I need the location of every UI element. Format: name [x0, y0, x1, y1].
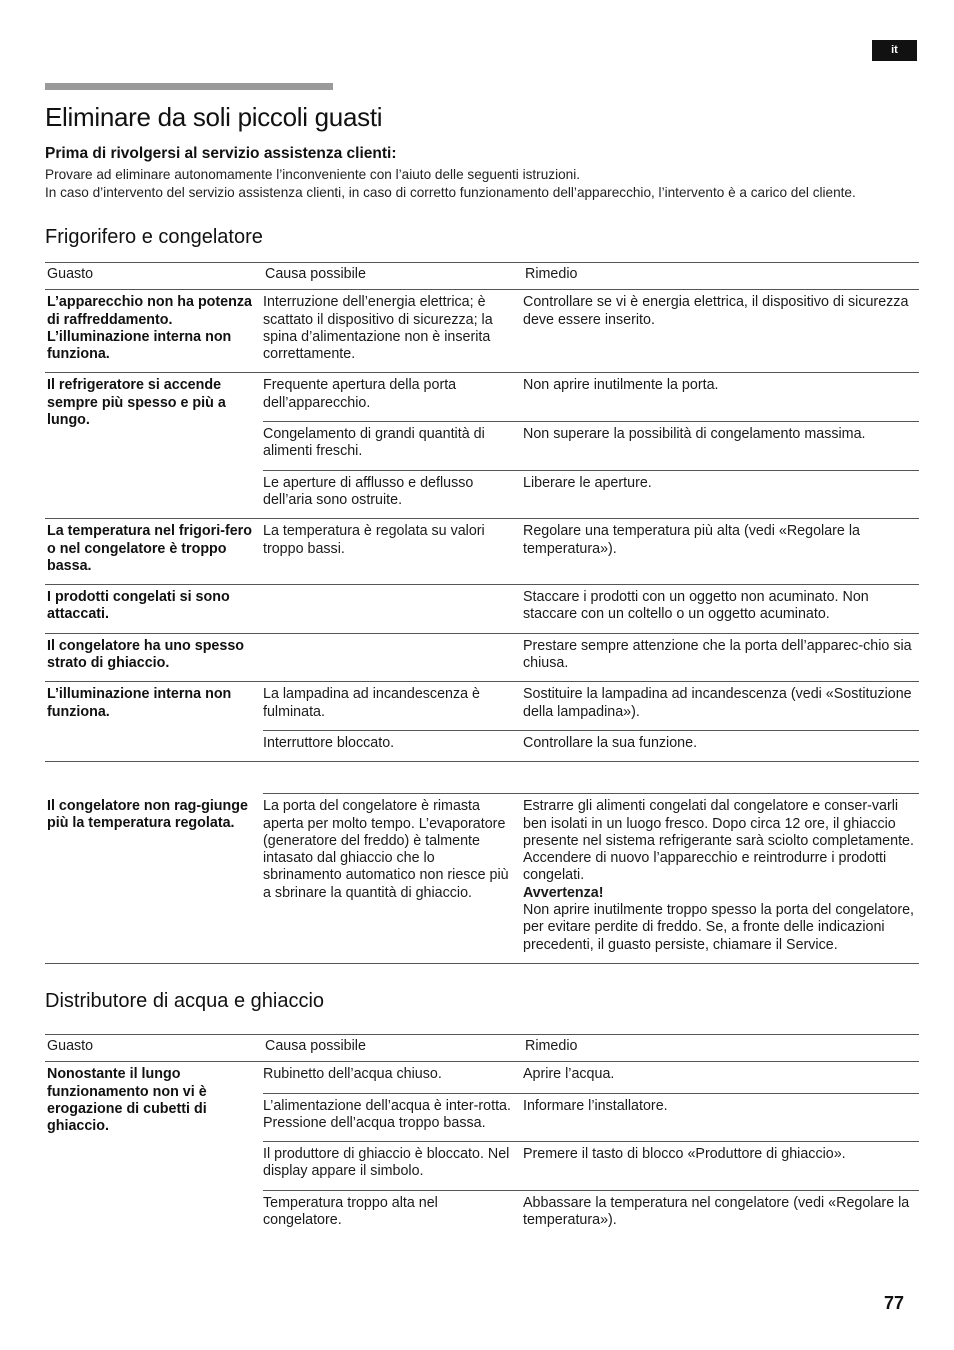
header-remedy: Rimedio: [523, 1035, 919, 1062]
cause-cell: Congelamento di grandi quantità di alimenti freschi.: [263, 422, 523, 471]
fault-cell: Nonostante il lungo funzionamento non vi è erogazione di cubetti di ghiaccio.: [47, 1066, 207, 1135]
page-number: 77: [884, 1293, 905, 1313]
fault-cell: La temperatura nel frigori-fero o nel congelatore è troppo bassa.: [45, 519, 263, 585]
table-row: [45, 633, 919, 682]
table-row: [45, 290, 919, 373]
fault-table-fridge: [45, 262, 919, 964]
remedy-cell: [523, 794, 919, 964]
fault-cell: I prodotti congelati si sono attaccati.: [45, 585, 263, 634]
spacer-cell: [263, 762, 523, 794]
remedy-cell: Regolare una temperatura più alta (vedi «Regolare la temperatura»).: [523, 519, 919, 585]
intro-line-2: In caso d’intervento del servizio assistenza clienti, in caso di corretto funzionamento dell’apparecchio, l’intervento è a carico del cliente.: [45, 184, 856, 200]
cause-cell: Il produttore di ghiaccio è bloccato. Nel display appare il simbolo.: [263, 1142, 523, 1191]
fault-cell: L’illuminazione interna non funziona.: [45, 682, 263, 762]
table-row: [45, 794, 919, 964]
cause-cell: La porta del congelatore è rimasta aperta per molto tempo. L’evaporatore (generatore del freddo) è talmente intasato dal ghiaccio che lo sbrinamento automatico non riesce più a sbrinare la quantità di ghiaccio.: [263, 794, 523, 964]
cause-cell: Interruzione dell’energia elettrica; è scattato il dispositivo di sicurezza; la spina d’alimentazione non è inserita correttamente.: [263, 290, 523, 373]
fault-cell: Il congelatore non rag-giunge più la temperatura regolata.: [45, 794, 263, 964]
remedy-cell: Premere il tasto di blocco «Produttore di ghiaccio».: [523, 1142, 919, 1191]
fault-cell: L’apparecchio non ha potenza di raffreddamento. L’illuminazione interna non funziona.: [45, 290, 263, 373]
header-fault: Guasto: [45, 263, 263, 290]
remedy-cell: Informare l’installatore.: [523, 1093, 919, 1142]
remedy-cell: Staccare i prodotti con un oggetto non acuminato. Non staccare con un coltello o un oggetto acuminato.: [523, 585, 919, 634]
table-row: [45, 682, 919, 731]
remedy-cell: Controllare se vi è energia elettrica, il dispositivo di sicurezza deve essere inserito.: [523, 290, 919, 373]
cause-cell: L’alimentazione dell’acqua è inter-rotta. Pressione dell’acqua troppo bassa.: [263, 1093, 523, 1142]
fault-table-dispenser: [45, 1034, 919, 1238]
warning-label: Avvertenza!: [523, 884, 604, 901]
intro-line-1: Provare ad eliminare autonomamente l’inconveniente con l’aiuto delle seguenti istruzioni.: [45, 167, 581, 182]
remedy-cell: Liberare le aperture.: [523, 470, 919, 519]
spacer-cell: [45, 762, 263, 794]
header-cause: Causa possibile: [263, 263, 523, 290]
table-row: [45, 585, 919, 634]
table-row: [45, 1062, 919, 1093]
table-header-row: [45, 263, 919, 290]
remedy-cell: Non superare la possibilità di congelamento massima.: [523, 422, 919, 471]
cause-cell: Temperatura troppo alta nel congelatore.: [263, 1194, 438, 1229]
cause-cell: La lampadina ad incandescenza è fulminata.: [263, 682, 523, 731]
section-title-fridge: Frigorifero e congelatore: [45, 226, 263, 248]
fault-cell: Il refrigeratore si accende sempre più spesso e più a lungo.: [45, 373, 263, 519]
table-header-row: [45, 1035, 919, 1062]
header-fault: Guasto: [45, 1035, 263, 1062]
fault-cell: Il congelatore ha uno spesso strato di ghiaccio.: [45, 633, 263, 682]
table-spacer-row: [45, 762, 919, 794]
header-cause: Causa possibile: [263, 1035, 523, 1062]
cause-cell: Le aperture di afflusso e deflusso dell’aria sono ostruite.: [263, 470, 523, 519]
spacer-cell: [523, 762, 919, 794]
intro-block: [45, 145, 915, 201]
table-row: [45, 373, 919, 422]
cause-cell: [263, 633, 523, 682]
section-title-dispenser: Distributore di acqua e ghiaccio: [45, 990, 325, 1012]
intro-heading: Prima di rivolgersi al servizio assistenza clienti:: [45, 145, 397, 162]
cause-cell: Rubinetto dell’acqua chiuso.: [263, 1062, 523, 1093]
remedy-cell: Non aprire inutilmente la porta.: [523, 373, 919, 422]
cause-cell: La temperatura è regolata su valori troppo bassi.: [263, 519, 523, 585]
remedy-cell: Sostituire la lampadina ad incandescenza (vedi «Sostituzione della lampadina»).: [523, 682, 919, 731]
remedy-cell: Aprire l’acqua.: [523, 1062, 919, 1093]
section-rule: [45, 83, 333, 90]
cause-cell: [263, 585, 523, 634]
cause-cell: Interruttore bloccato.: [263, 730, 523, 761]
remedy-cell: Abbassare la temperatura nel congelatore (vedi «Regolare la temperatura»).: [523, 1194, 910, 1229]
header-remedy: Rimedio: [523, 263, 919, 290]
table-row: [45, 519, 919, 585]
remedy-cell: Controllare la sua funzione.: [523, 730, 919, 761]
remedy-text: Estrarre gli alimenti congelati dal congelatore e conser-varli ben isolati in un luogo fresco. Dopo circa 12 ore, il ghiaccio presente nel sistema refrigerante sarà sciolto completamente. Accendere di nuovo l’apparecchio e reintrodurre i prodotti congelati.: [523, 798, 914, 884]
language-badge: it: [872, 40, 917, 61]
page-title: Eliminare da soli piccoli guasti: [45, 102, 383, 132]
remedy-cell: Prestare sempre attenzione che la porta dell’apparec-chio sia chiusa.: [523, 633, 919, 682]
remedy-text: Non aprire inutilmente troppo spesso la porta del congelatore, per evitare perdite di freddo. Se, a fronte delle indicazioni precedenti, il guasto persiste, chiamare il Service.: [523, 902, 915, 953]
cause-cell: Frequente apertura della porta dell’apparecchio.: [263, 373, 523, 422]
